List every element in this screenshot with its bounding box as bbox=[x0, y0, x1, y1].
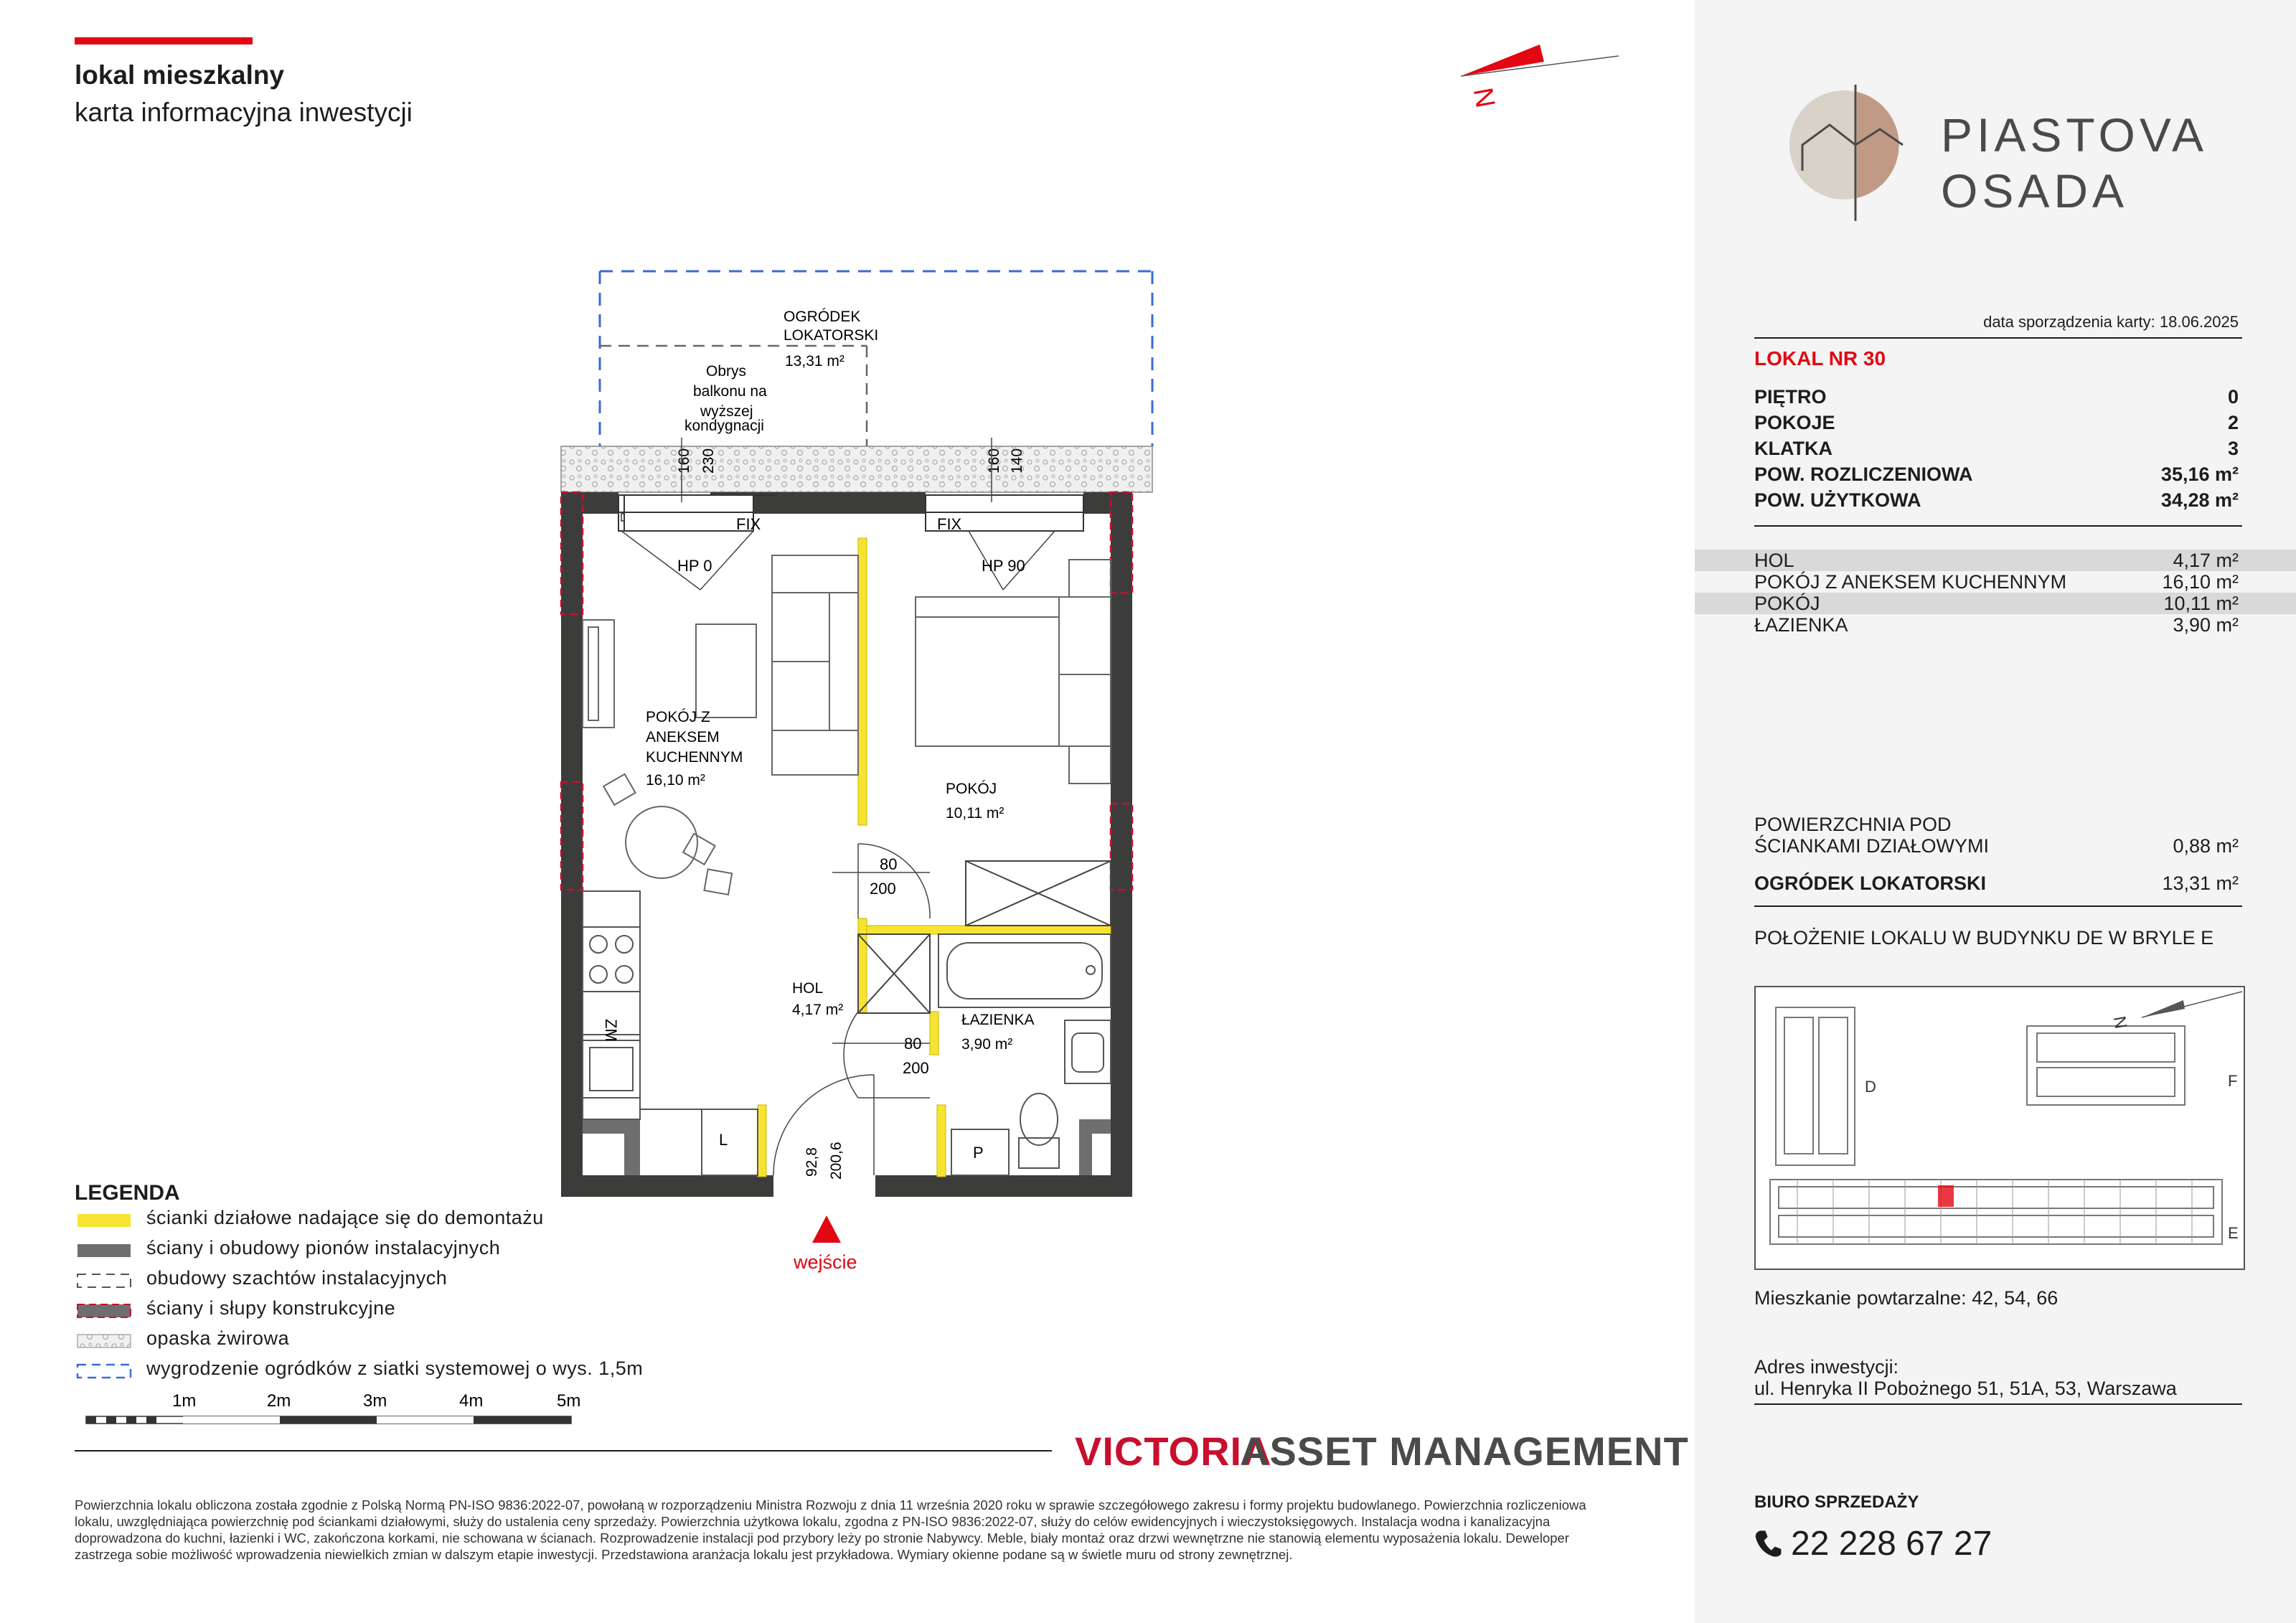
entrance-label: wejście bbox=[794, 1251, 857, 1273]
room-bedroom-value: 10,11 m² bbox=[2163, 593, 2239, 614]
logo-name-line1: PIASTOVA bbox=[1941, 108, 2208, 161]
spec-billing-area-label: POW. ROZLICZENIOWA bbox=[1754, 464, 1973, 485]
entrance-arrow-icon bbox=[812, 1215, 841, 1243]
address: ul. Henryka II Pobożnego 51, 51A, 53, Warszawa bbox=[1754, 1378, 2177, 1399]
partition-area-value: 0,88 m² bbox=[2173, 835, 2239, 857]
partition-area-label-1: POWIERZCHNIA POD bbox=[1754, 814, 1952, 835]
garden-area: 13,31 m² bbox=[785, 353, 844, 370]
legend-item-fence: wygrodzenie ogródków z siatki systemowej o wys. 1,5m bbox=[146, 1358, 644, 1379]
spec-usable-area-label: POW. UŻYTKOWA bbox=[1754, 489, 1921, 511]
sales-phone[interactable]: 22 228 67 27 bbox=[1791, 1525, 1992, 1563]
divider bbox=[1754, 905, 2242, 907]
room1-label-2: ANEKSEM bbox=[646, 729, 720, 745]
bath-area: 3,90 m² bbox=[961, 1036, 1013, 1053]
spec-billing-area-value: 35,16 m² bbox=[2160, 464, 2239, 485]
hall-area: 4,17 m² bbox=[792, 1002, 844, 1018]
room-living-label: POKÓJ Z ANEKSEM KUCHENNYM bbox=[1754, 571, 2067, 593]
spec-rooms-value: 2 bbox=[2227, 412, 2239, 433]
room2-label: POKÓJ bbox=[946, 781, 997, 797]
legend-title: LEGENDA bbox=[75, 1181, 180, 1205]
developer-brand-primary: VICTORIA bbox=[1075, 1429, 1272, 1474]
garden-fence bbox=[600, 271, 1152, 446]
door1-width: 80 bbox=[880, 855, 898, 873]
site-north-label: N bbox=[2110, 1014, 2132, 1030]
legend-swatch-install bbox=[77, 1244, 131, 1257]
developer-brand-secondary: ASSET MANAGEMENT bbox=[1240, 1429, 1689, 1474]
balcony-label-1: Obrys bbox=[706, 363, 747, 380]
scale-label-3m: 3m bbox=[363, 1391, 387, 1411]
room1-label-3: KUCHENNYM bbox=[646, 749, 743, 766]
partition-area-label-2: ŚCIANKAMI DZIAŁOWYMI bbox=[1754, 835, 1990, 857]
door2-height: 200 bbox=[903, 1059, 929, 1077]
fix-label-right: FIX bbox=[937, 515, 962, 533]
legend-item-install: ściany i obudowy pionów instalacyjnych bbox=[146, 1237, 501, 1259]
removable-partitions bbox=[758, 538, 1111, 1177]
garden-label-1: OGRÓDEK bbox=[784, 309, 861, 325]
site-plan bbox=[1754, 986, 2245, 1270]
repeat-units: Mieszkanie powtarzalne: 42, 54, 66 bbox=[1754, 1287, 2059, 1309]
spec-floor-value: 0 bbox=[2227, 386, 2239, 408]
wardrobe bbox=[858, 861, 1111, 1013]
bathtub bbox=[938, 934, 1111, 1007]
tall-cabinet bbox=[583, 620, 614, 728]
unit-location-marker bbox=[1938, 1185, 1954, 1207]
spec-rooms-label: POKOJE bbox=[1754, 412, 1835, 433]
legend-item-structural: ściany i słupy konstrukcyjne bbox=[146, 1297, 396, 1319]
legend-swatch-structural bbox=[77, 1304, 131, 1317]
legal-footnote: Powierzchnia lokalu obliczona została zgodnie z Polską Normą PN-ISO 9836:2022-07, powołaną w rozporządzeniu Ministra Rozwoju z dnia 11 września 2020 roku w sprawie szczegółowego zakresu i formy projektu budowlanego. Powierzchnia rozliczeniowa lokalu, uwzględniająca powierzchnię pod ściankami działowymi, służy do ustalenia ceny sprzedaży. Powierzchnia użytkowa lokalu, zgodna z PN-ISO 9836:2022-07, służy do celów ewidencyjnych i wieczystoksięgowych. Instalacja wodna i kanalizacyjna doprowadzona do kuchni, łazienki i WC, zakończona korkami, nie schowana w ścianach. Rozprowadzenie instalacji pod przybory leży po stronie Nabywcy. Meble, biały montaż oraz drzwi wewnętrzne nie stanowią elementu wyposażenia lokalu. Deweloper zastrzega sobie możliwość wprowadzenia niewielkich zmian w dalszym etapie inwestycji. Przedstawiona aranżacja lokalu jest przykładowa. Wymiary okienne podane są w świetle muru od strony zewnętrznej. bbox=[75, 1497, 1586, 1562]
spec-stair-label: KLATKA bbox=[1754, 438, 1832, 459]
north-label: N bbox=[1468, 85, 1502, 110]
spec-stair-value: 3 bbox=[2227, 438, 2239, 459]
window-right-dim-b: 140 bbox=[1009, 448, 1025, 474]
washbasin bbox=[1065, 1020, 1111, 1083]
zm-label: ZM bbox=[602, 1019, 620, 1042]
room2-area: 10,11 m² bbox=[946, 805, 1004, 822]
hp-label-right: HP 90 bbox=[982, 557, 1025, 575]
logo-name-line2: OSADA bbox=[1941, 164, 2129, 217]
logo-mark-icon bbox=[1787, 85, 1923, 228]
hall-label: HOL bbox=[792, 980, 824, 997]
window-left-dim-a: 160 bbox=[676, 448, 692, 474]
door2-width: 80 bbox=[904, 1035, 922, 1053]
structural-walls bbox=[561, 492, 1132, 1197]
unit-number: LOKAL NR 30 bbox=[1754, 347, 1886, 370]
bed bbox=[916, 560, 1111, 784]
legend-item-partition: ścianki działowe nadające się do demontażu bbox=[146, 1207, 544, 1228]
balcony-label-3: wyższej bbox=[700, 403, 753, 420]
room-bath-label: ŁAZIENKA bbox=[1754, 614, 1848, 636]
room1-label-1: POKÓJ Z bbox=[646, 709, 710, 725]
fix-label-left: FIX bbox=[736, 515, 761, 533]
scale-label-4m: 4m bbox=[459, 1391, 484, 1411]
legend-item-shaft: obudowy szachtów instalacyjnych bbox=[146, 1267, 448, 1289]
window-left-dim-b: 230 bbox=[700, 448, 717, 474]
room1-area: 16,10 m² bbox=[646, 772, 705, 789]
garden-area-label: OGRÓDEK LOKATORSKI bbox=[1754, 872, 1987, 894]
room-hall-label: HOL bbox=[1754, 550, 1794, 571]
phone-icon bbox=[1754, 1528, 1783, 1563]
site-label-d: D bbox=[1865, 1078, 1876, 1096]
room-bath-value: 3,90 m² bbox=[2173, 614, 2239, 636]
divider bbox=[1754, 337, 2242, 339]
spec-usable-area-value: 34,28 m² bbox=[2160, 489, 2239, 511]
divider bbox=[1754, 525, 2242, 527]
legend-item-gravel: opaska żwirowa bbox=[146, 1327, 290, 1349]
location-title: POŁOŻENIE LOKALU W BUDYNKU DE W BRYLE E bbox=[1754, 927, 2214, 949]
scale-label-1m: 1m bbox=[172, 1391, 197, 1411]
address-title: Adres inwestycji: bbox=[1754, 1356, 1899, 1378]
structural-columns bbox=[561, 492, 1132, 890]
north-arrow-icon bbox=[1461, 44, 1619, 110]
document-subtitle: karta informacyjna inwestycji bbox=[75, 98, 413, 127]
sofa bbox=[772, 555, 858, 775]
balcony-label-2: balkonu na bbox=[693, 383, 767, 400]
sales-office-title: BIURO SPRZEDAŻY bbox=[1754, 1492, 1919, 1512]
site-label-f: F bbox=[2228, 1072, 2238, 1090]
bath-label: ŁAZIENKA bbox=[961, 1012, 1035, 1028]
room-bedroom-label: POKÓJ bbox=[1754, 593, 1820, 614]
site-label-e: E bbox=[2228, 1224, 2239, 1242]
scale-label-2m: 2m bbox=[267, 1391, 291, 1411]
garden-label-2: LOKATORSKI bbox=[784, 327, 879, 344]
legend-swatch-partition bbox=[77, 1214, 131, 1227]
toilet bbox=[1019, 1093, 1059, 1168]
scale-label-5m: 5m bbox=[557, 1391, 581, 1411]
entry-dim-b: 200,6 bbox=[828, 1142, 844, 1180]
l-label: L bbox=[719, 1131, 728, 1149]
card-date: data sporządzenia karty: 18.06.2025 bbox=[1983, 313, 2239, 331]
divider bbox=[1754, 1403, 2242, 1405]
entry-dim-a: 92,8 bbox=[804, 1147, 820, 1177]
gravel-strip bbox=[561, 446, 1152, 492]
p-label: P bbox=[973, 1144, 984, 1162]
balcony-label-4: kondygnacji bbox=[684, 418, 764, 434]
spec-floor-label: PIĘTRO bbox=[1754, 386, 1827, 408]
document-title: lokal mieszkalny bbox=[75, 60, 285, 90]
legend-swatch-shaft bbox=[77, 1274, 131, 1287]
scale-bar bbox=[86, 1416, 571, 1424]
hp-label-left: HP 0 bbox=[677, 557, 712, 575]
door1-height: 200 bbox=[870, 880, 896, 898]
garden-area-value: 13,31 m² bbox=[2162, 872, 2239, 894]
installation-walls bbox=[583, 1119, 1111, 1175]
window-right-dim-a: 160 bbox=[986, 448, 1002, 474]
room-hall-value: 4,17 m² bbox=[2173, 550, 2239, 571]
legend-swatch-fence bbox=[77, 1365, 131, 1378]
room-living-value: 16,10 m² bbox=[2162, 571, 2239, 593]
legend-swatch-gravel bbox=[77, 1335, 131, 1347]
